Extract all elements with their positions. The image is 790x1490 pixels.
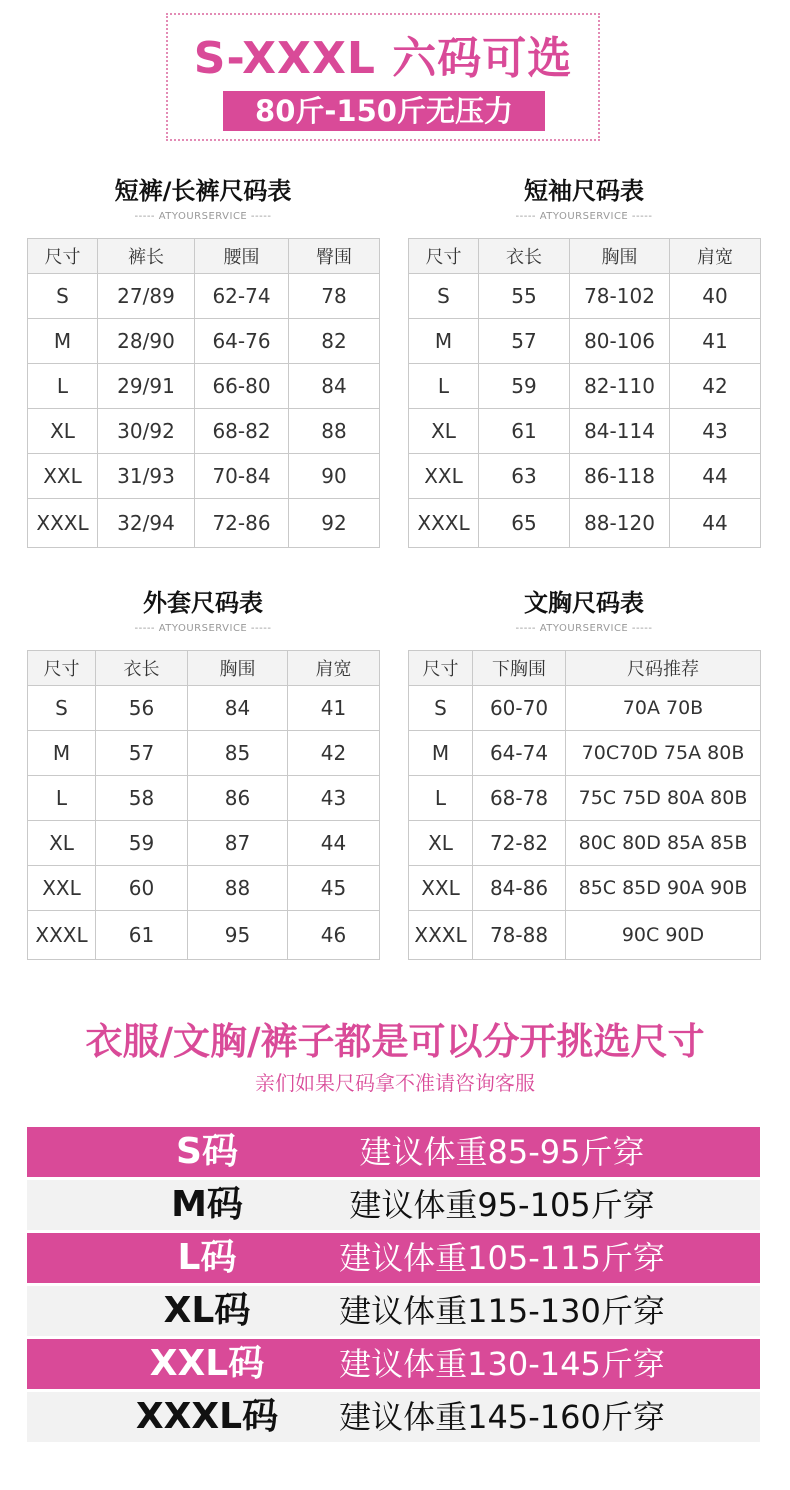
weight-row-m bbox=[27, 1180, 760, 1230]
table-cell: XL bbox=[28, 821, 96, 866]
table-cell: 29/91 bbox=[98, 364, 195, 409]
bra-table-title: 文胸尺码表 bbox=[524, 589, 644, 617]
table-cell: XL bbox=[409, 409, 479, 454]
notice-subtitle: 亲们如果尺码拿不准请咨询客服 bbox=[255, 1071, 535, 1095]
table-cell: 57 bbox=[479, 319, 570, 364]
table-header-row bbox=[28, 239, 380, 274]
weight-advice: 建议体重85-95斤穿 bbox=[359, 1133, 645, 1171]
header-cell: 尺寸 bbox=[409, 239, 479, 274]
header-cell: 尺寸 bbox=[28, 239, 98, 274]
table-cell: 80C 80D 85A 85B bbox=[566, 821, 761, 866]
table-row bbox=[409, 454, 761, 499]
header-cell: 尺寸 bbox=[409, 651, 473, 686]
weight-advice: 建议体重95-105斤穿 bbox=[349, 1186, 655, 1224]
table-cell: 68-82 bbox=[195, 409, 289, 454]
weight-advice: 建议体重145-160斤穿 bbox=[339, 1398, 665, 1436]
table-cell: 86-118 bbox=[570, 454, 670, 499]
weight-row-xl bbox=[27, 1286, 760, 1336]
header-cell: 裤长 bbox=[98, 239, 195, 274]
table-row bbox=[409, 274, 761, 319]
table-cell: 88 bbox=[289, 409, 380, 454]
table-cell: 58 bbox=[96, 776, 188, 821]
table-cell: 88-120 bbox=[570, 499, 670, 548]
header-cell: 胸围 bbox=[570, 239, 670, 274]
header-cell: 下胸围 bbox=[473, 651, 566, 686]
header-cell: 肩宽 bbox=[670, 239, 761, 274]
table-row bbox=[409, 319, 761, 364]
header-cell: 臀围 bbox=[289, 239, 380, 274]
table-header-row bbox=[409, 239, 761, 274]
jacket-size-table bbox=[27, 650, 380, 960]
shortsleeve-size-table bbox=[408, 238, 761, 548]
weight-size-label: L码 bbox=[177, 1237, 237, 1278]
header-cell: 衣长 bbox=[96, 651, 188, 686]
bra-table-subtitle: ----- ATYOURSERVICE ----- bbox=[515, 623, 653, 634]
table-cell: 41 bbox=[670, 319, 761, 364]
table-row bbox=[28, 454, 380, 499]
table-cell: 82-110 bbox=[570, 364, 670, 409]
table-cell: XL bbox=[409, 821, 473, 866]
table-cell: XXXL bbox=[409, 499, 479, 548]
table-cell: 70C70D 75A 80B bbox=[566, 731, 761, 776]
table-cell: 64-74 bbox=[473, 731, 566, 776]
table-row bbox=[28, 499, 380, 548]
table-cell: 78-102 bbox=[570, 274, 670, 319]
table-cell: 88 bbox=[188, 866, 288, 911]
header-cell: 腰围 bbox=[195, 239, 289, 274]
table-cell: 43 bbox=[288, 776, 380, 821]
weight-size-label: XXXL码 bbox=[135, 1396, 279, 1437]
banner-subtitle: 80斤-150斤无压力 bbox=[223, 91, 545, 131]
table-row bbox=[409, 731, 761, 776]
pants-table-title: 短裤/长裤尺码表 bbox=[114, 177, 292, 205]
table-cell: XXXL bbox=[28, 911, 96, 960]
table-cell: 84-86 bbox=[473, 866, 566, 911]
table-cell: 45 bbox=[288, 866, 380, 911]
table-cell: M bbox=[28, 319, 98, 364]
table-cell: 43 bbox=[670, 409, 761, 454]
table-cell: XXL bbox=[28, 866, 96, 911]
table-row bbox=[28, 866, 380, 911]
shortsleeve-table-subtitle: ----- ATYOURSERVICE ----- bbox=[515, 211, 653, 222]
table-cell: 92 bbox=[289, 499, 380, 548]
table-cell: 41 bbox=[288, 686, 380, 731]
table-cell: L bbox=[409, 364, 479, 409]
table-cell: 78-88 bbox=[473, 911, 566, 960]
jacket-table-title: 外套尺码表 bbox=[143, 589, 263, 617]
weight-row-s bbox=[27, 1127, 760, 1177]
table-cell: 70-84 bbox=[195, 454, 289, 499]
table-cell: 72-82 bbox=[473, 821, 566, 866]
table-cell: 63 bbox=[479, 454, 570, 499]
pants-size-table bbox=[27, 238, 380, 548]
table-cell: 87 bbox=[188, 821, 288, 866]
header-banner bbox=[166, 13, 600, 141]
table-cell: 55 bbox=[479, 274, 570, 319]
table-cell: L bbox=[409, 776, 473, 821]
header-cell: 胸围 bbox=[188, 651, 288, 686]
table-cell: XXXL bbox=[409, 911, 473, 960]
table-cell: XXL bbox=[409, 454, 479, 499]
table-row bbox=[28, 409, 380, 454]
table-cell: 42 bbox=[288, 731, 380, 776]
table-cell: S bbox=[409, 686, 473, 731]
table-cell: 78 bbox=[289, 274, 380, 319]
notice-title: 衣服/文胸/裤子都是可以分开挑选尺寸 bbox=[85, 1020, 705, 1063]
table-cell: 72-86 bbox=[195, 499, 289, 548]
table-cell: 46 bbox=[288, 911, 380, 960]
table-cell: 85 bbox=[188, 731, 288, 776]
table-row bbox=[409, 866, 761, 911]
table-cell: 27/89 bbox=[98, 274, 195, 319]
table-cell: XXXL bbox=[28, 499, 98, 548]
table-cell: S bbox=[28, 274, 98, 319]
table-cell: 84 bbox=[188, 686, 288, 731]
header-cell: 肩宽 bbox=[288, 651, 380, 686]
weight-size-label: S码 bbox=[176, 1131, 238, 1172]
weight-row-xxl bbox=[27, 1339, 760, 1389]
table-cell: L bbox=[28, 776, 96, 821]
table-row bbox=[409, 364, 761, 409]
table-cell: 59 bbox=[479, 364, 570, 409]
table-row bbox=[409, 911, 761, 960]
table-row bbox=[28, 776, 380, 821]
table-row bbox=[28, 319, 380, 364]
table-row bbox=[409, 821, 761, 866]
table-cell: 42 bbox=[670, 364, 761, 409]
bra-size-table bbox=[408, 650, 761, 960]
table-cell: 70A 70B bbox=[566, 686, 761, 731]
table-cell: 65 bbox=[479, 499, 570, 548]
header-cell: 衣长 bbox=[479, 239, 570, 274]
table-cell: 56 bbox=[96, 686, 188, 731]
table-cell: 61 bbox=[479, 409, 570, 454]
table-cell: 90C 90D bbox=[566, 911, 761, 960]
table-cell: 57 bbox=[96, 731, 188, 776]
table-cell: S bbox=[28, 686, 96, 731]
table-cell: 59 bbox=[96, 821, 188, 866]
header-cell: 尺码推荐 bbox=[566, 651, 761, 686]
table-cell: 60 bbox=[96, 866, 188, 911]
table-cell: 28/90 bbox=[98, 319, 195, 364]
table-cell: 44 bbox=[670, 499, 761, 548]
jacket-table-subtitle: ----- ATYOURSERVICE ----- bbox=[134, 623, 272, 634]
weight-advice: 建议体重115-130斤穿 bbox=[339, 1292, 665, 1330]
table-cell: 64-76 bbox=[195, 319, 289, 364]
table-cell: 66-80 bbox=[195, 364, 289, 409]
table-cell: XXL bbox=[28, 454, 98, 499]
table-row bbox=[28, 821, 380, 866]
table-cell: 31/93 bbox=[98, 454, 195, 499]
table-cell: 68-78 bbox=[473, 776, 566, 821]
table-row bbox=[409, 686, 761, 731]
table-row bbox=[28, 686, 380, 731]
table-row bbox=[28, 731, 380, 776]
table-cell: 62-74 bbox=[195, 274, 289, 319]
weight-row-l bbox=[27, 1233, 760, 1283]
table-cell: M bbox=[28, 731, 96, 776]
weight-row-xxxl bbox=[27, 1392, 760, 1442]
table-cell: 61 bbox=[96, 911, 188, 960]
table-cell: 95 bbox=[188, 911, 288, 960]
header-cell: 尺寸 bbox=[28, 651, 96, 686]
table-header-row bbox=[28, 651, 380, 686]
table-cell: 60-70 bbox=[473, 686, 566, 731]
table-cell: L bbox=[28, 364, 98, 409]
table-row bbox=[409, 499, 761, 548]
banner-title: S-XXXL 六码可选 bbox=[193, 33, 573, 84]
table-cell: 75C 75D 80A 80B bbox=[566, 776, 761, 821]
table-cell: M bbox=[409, 319, 479, 364]
table-row bbox=[409, 776, 761, 821]
table-cell: 32/94 bbox=[98, 499, 195, 548]
table-header-row bbox=[409, 651, 761, 686]
table-cell: 82 bbox=[289, 319, 380, 364]
table-cell: 44 bbox=[670, 454, 761, 499]
table-row bbox=[409, 409, 761, 454]
table-cell: 40 bbox=[670, 274, 761, 319]
table-cell: 84-114 bbox=[570, 409, 670, 454]
pants-table-subtitle: ----- ATYOURSERVICE ----- bbox=[134, 211, 272, 222]
table-cell: XL bbox=[28, 409, 98, 454]
weight-size-label: XL码 bbox=[163, 1290, 251, 1331]
table-cell: 30/92 bbox=[98, 409, 195, 454]
table-cell: 85C 85D 90A 90B bbox=[566, 866, 761, 911]
weight-size-label: M码 bbox=[171, 1184, 243, 1225]
weight-size-label: XXL码 bbox=[149, 1343, 265, 1384]
weight-advice: 建议体重130-145斤穿 bbox=[339, 1345, 665, 1383]
table-row bbox=[28, 911, 380, 960]
table-cell: S bbox=[409, 274, 479, 319]
table-row bbox=[28, 364, 380, 409]
table-cell: 86 bbox=[188, 776, 288, 821]
table-cell: 90 bbox=[289, 454, 380, 499]
table-cell: 80-106 bbox=[570, 319, 670, 364]
table-cell: 44 bbox=[288, 821, 380, 866]
table-cell: M bbox=[409, 731, 473, 776]
table-cell: XXL bbox=[409, 866, 473, 911]
shortsleeve-table-title: 短袖尺码表 bbox=[524, 177, 644, 205]
weight-advice: 建议体重105-115斤穿 bbox=[339, 1239, 665, 1277]
table-cell: 84 bbox=[289, 364, 380, 409]
table-row bbox=[28, 274, 380, 319]
